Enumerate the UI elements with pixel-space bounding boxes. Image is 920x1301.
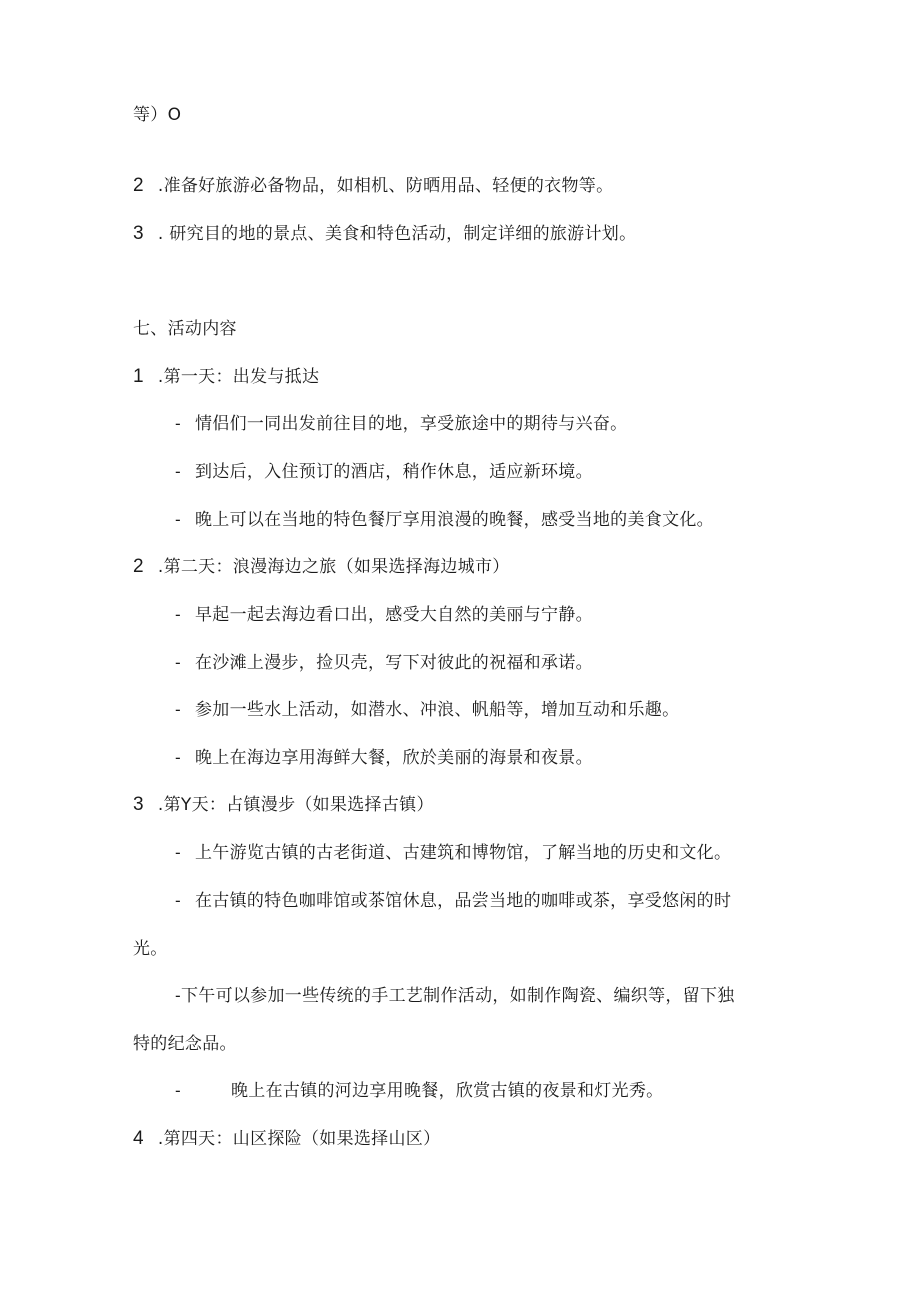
bullet-item bbox=[175, 746, 593, 770]
line-text: .第Y天：占镇漫步（如果选择古镇） bbox=[157, 795, 434, 815]
line-text: 情侣们一同出发前往目的地，享受旅途中的期待与兴奋。 bbox=[194, 414, 628, 434]
line-text: .准备好旅游必备物品，如相机、防晒用品、轻便的衣物等。 bbox=[157, 176, 614, 196]
dash-marker: - bbox=[175, 605, 181, 624]
line-text: 在沙滩上漫步，捡贝壳，写下对彼此的祝福和承诺。 bbox=[194, 653, 593, 673]
day-heading-2 bbox=[133, 555, 510, 579]
list-number: 2 bbox=[133, 556, 144, 577]
list-item-prep-3 bbox=[133, 222, 636, 246]
bullet-item bbox=[175, 508, 714, 532]
line-text: .第二天：浪漫海边之旅（如果选择海边城市） bbox=[157, 557, 510, 577]
line-text: 晚上可以在当地的特色餐厅享用浪漫的晚餐，感受当地的美食文化。 bbox=[194, 510, 714, 530]
dash-marker: - bbox=[175, 462, 181, 481]
list-number: 3 bbox=[133, 223, 144, 244]
line-text: 光。 bbox=[133, 939, 168, 959]
line-text: 在古镇的特色咖啡馆或茶馆休息，品尝当地的咖啡或茶，享受悠闲的时 bbox=[194, 891, 732, 911]
dash-marker: - bbox=[175, 1081, 181, 1100]
line-text: 上午游览古镇的古老街道、古建筑和博物馆，了解当地的历史和文化。 bbox=[194, 843, 732, 863]
day-heading-1 bbox=[133, 365, 319, 389]
bullet-item bbox=[175, 460, 593, 484]
dash-marker: - bbox=[175, 653, 181, 672]
line-text: . 研究目的地的景点、美食和特色活动，制定详细的旅游计划。 bbox=[157, 224, 637, 244]
dash-marker: - bbox=[175, 843, 181, 862]
list-item-prep-2 bbox=[133, 174, 613, 198]
dash-marker: - bbox=[175, 414, 181, 433]
bullet-item bbox=[175, 889, 731, 913]
dash-marker: - bbox=[175, 748, 181, 767]
list-number: 3 bbox=[133, 794, 144, 815]
line-text: 参加一些水上活动，如潜水、冲浪、帆船等，增加互动和乐趣。 bbox=[194, 700, 680, 720]
heading-text: 七、活动内容 bbox=[133, 319, 237, 339]
line-text: 下午可以参加一些传统的手工艺制作活动，如制作陶瓷、编织等，留下独 bbox=[180, 986, 735, 1006]
bullet-item bbox=[175, 984, 735, 1008]
dash-marker: - bbox=[175, 510, 181, 529]
line-text: 晚上在古镇的河边享用晚餐，欣赏古镇的夜景和灯光秀。 bbox=[230, 1081, 664, 1101]
bullet-continuation bbox=[133, 937, 168, 961]
day-heading-3 bbox=[133, 793, 434, 817]
section-heading bbox=[133, 317, 237, 341]
list-number: 1 bbox=[133, 366, 144, 387]
dash-marker: - bbox=[175, 986, 181, 1005]
bullet-continuation bbox=[133, 1032, 237, 1056]
line-text: 到达后，入住预订的酒店，稍作休息，适应新环境。 bbox=[194, 462, 593, 482]
line-text: .第四天：山区探险（如果选择山区） bbox=[157, 1129, 441, 1149]
bullet-item bbox=[175, 603, 593, 627]
bullet-item bbox=[175, 412, 627, 436]
list-number: 2 bbox=[133, 175, 144, 196]
line-text: 特的纪念品。 bbox=[133, 1034, 237, 1054]
bullet-item bbox=[175, 651, 593, 675]
bullet-item bbox=[175, 841, 731, 865]
paragraph-continuation bbox=[133, 103, 181, 127]
line-text: 早起一起去海边看口出，感受大自然的美丽与宁静。 bbox=[194, 605, 593, 625]
line-text: 晚上在海边享用海鲜大餐，欣於美丽的海景和夜景。 bbox=[194, 748, 593, 768]
line-text: .第一天：出发与抵达 bbox=[157, 367, 320, 387]
bullet-item bbox=[175, 1079, 663, 1103]
list-number: 4 bbox=[133, 1128, 144, 1149]
dash-marker: - bbox=[175, 891, 181, 910]
dash-marker: - bbox=[175, 700, 181, 719]
line-text: 等）O bbox=[133, 105, 182, 125]
bullet-item bbox=[175, 698, 679, 722]
day-heading-4 bbox=[133, 1127, 440, 1151]
